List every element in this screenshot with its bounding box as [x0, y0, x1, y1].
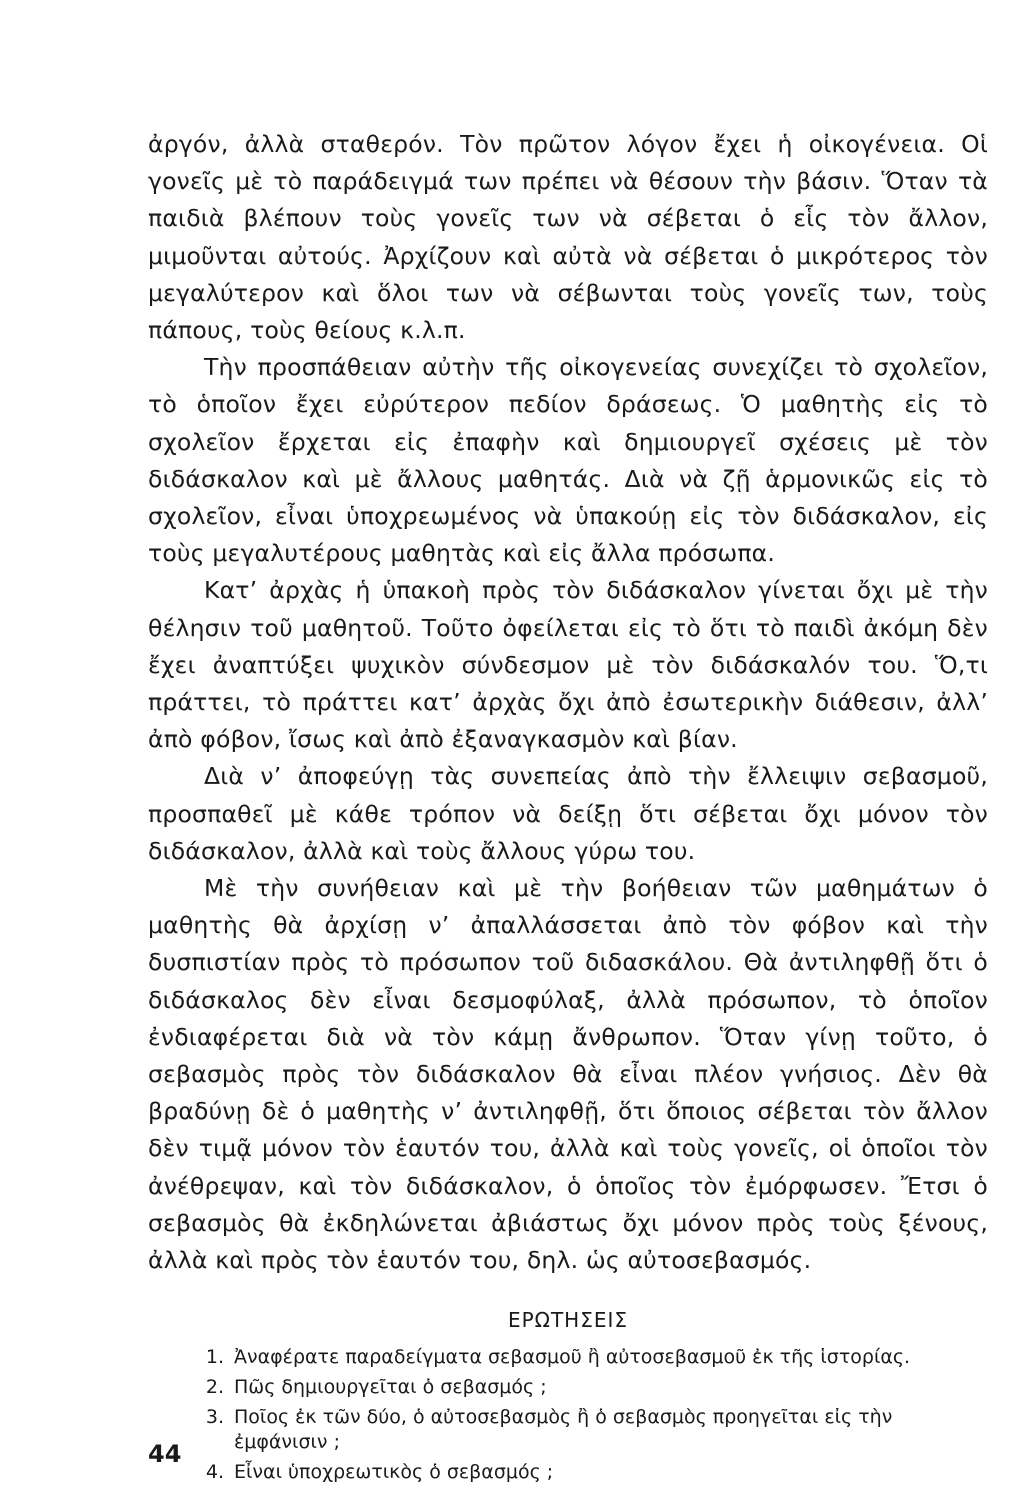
question-item: [148, 1405, 988, 1455]
question-number: 4.: [205, 1461, 224, 1484]
question-text: Ἀναφέρατε παραδείγματα σεβασμοῦ ἢ αὐτοσεβασμοῦ ἐκ τῆς ἱστορίας.: [234, 1346, 911, 1369]
question-item: [148, 1345, 988, 1370]
page-number: 44: [148, 1440, 182, 1468]
question-number: 1.: [205, 1346, 224, 1369]
paragraph-5: Μὲ τὴν συνήθειαν καὶ μὲ τὴν βοήθειαν τῶν μαθημάτων ὁ μαθητὴς θὰ ἀρχίσῃ ν’ ἀπαλλάσσεται ἀπὸ τὸν φόβον καὶ τὴν δυσπιστίαν πρὸς τὸ πρόσωπον τοῦ διδασκάλου. Θὰ ἀντιληφθῇ ὅτι ὁ διδάσκαλος δὲν εἶναι δεσμοφύλαξ, ἀλλὰ πρόσωπον, τὸ ὁποῖον ἐνδιαφέρεται διὰ νὰ τὸν κάμῃ ἄνθρωπον. Ὅταν γίνῃ τοῦτο, ὁ σεβασμὸς πρὸς τὸν διδάσκαλον θὰ εἶναι πλέον γνήσιος. Δὲν θὰ βραδύνῃ δὲ ὁ μαθητὴς ν’ ἀντιληφθῇ, ὅτι ὅποιος σέβεται τὸν ἄλλον δὲν τιμᾷ μόνον τὸν ἑαυτόν του, ἀλλὰ καὶ τοὺς γονεῖς, οἱ ὁποῖοι τὸν ἀνέθρεψαν, καὶ τὸν διδάσκαλον, ὁ ὁποῖος τὸν ἐμόρφωσεν. Ἔτσι ὁ σεβασμὸς θὰ ἐκδηλώνεται ἀβιάστως ὄχι μόνον πρὸς τοὺς ξένους, ἀλλὰ καὶ πρὸς τὸν ἑαυτόν του, δηλ. ὡς αὐτοσεβασμός.: [148, 874, 988, 1275]
questions-heading: ΕΡΩΤΗΣΕΙΣ: [507, 1308, 629, 1333]
paragraph-3: Κατ’ ἀρχὰς ἡ ὑπακοὴ πρὸς τὸν διδάσκαλον γίνεται ὄχι μὲ τὴν θέλησιν τοῦ μαθητοῦ. Τοῦτο ὀφείλεται εἰς τὸ ὅτι τὸ παιδὶ ἀκόμη δὲν ἔχει ἀναπτύξει ψυχικὸν σύνδεσμον μὲ τὸν διδάσκαλόν του. Ὅ,τι πράττει, τὸ πράττει κατ’ ἀρχὰς ὄχι ἀπὸ ἐσωτερικὴν διάθεσιν, ἀλλ’ ἀπὸ φόβον, ἴσως καὶ ἀπὸ ἐξαναγκασμὸν καὶ βίαν.: [148, 576, 988, 754]
page-body: [148, 126, 988, 1490]
question-text: Εἶναι ὑποχρεωτικὸς ὁ σεβασμός ;: [234, 1461, 554, 1484]
paragraph-2: Τὴν προσπάθειαν αὐτὴν τῆς οἰκογενείας συνεχίζει τὸ σχολεῖον, τὸ ὁποῖον ἔχει εὐρύτερον πεδίον δράσεως. Ὁ μαθητὴς εἰς τὸ σχολεῖον ἔρχεται εἰς ἐπαφὴν καὶ δημιουργεῖ σχέσεις μὲ τὸν διδάσκαλον καὶ μὲ ἄλλους μαθητάς. Διὰ νὰ ζῇ ἁρμονικῶς εἰς τὸ σχολεῖον, εἶναι ὑποχρεωμένος νὰ ὑπακούῃ εἰς τὸν διδάσκαλον, εἰς τοὺς μεγαλυτέρους μαθητὰς καὶ εἰς ἄλλα πρόσωπα.: [148, 353, 988, 568]
question-number: 2.: [205, 1376, 224, 1399]
question-item: [148, 1375, 988, 1400]
question-text: Ποῖος ἐκ τῶν δύο, ὁ αὐτοσεβασμὸς ἢ ὁ σεβασμὸς προηγεῖται εἰς τὴν ἐμφάνισιν ;: [234, 1406, 893, 1454]
question-number: 3.: [205, 1406, 224, 1429]
paragraph-4: Διὰ ν’ ἀποφεύγῃ τὰς συνεπείας ἀπὸ τὴν ἔλλειψιν σεβασμοῦ, προσπαθεῖ μὲ κάθε τρόπον νὰ δείξῃ ὅτι σέβεται ὄχι μόνον τὸν διδάσκαλον, ἀλλὰ καὶ τοὺς ἄλλους γύρω του.: [148, 762, 988, 865]
question-text: Πῶς δημιουργεῖται ὁ σεβασμός ;: [234, 1376, 547, 1399]
paragraph-1: ἀργόν, ἀλλὰ σταθερόν. Τὸν πρῶτον λόγον ἔχει ἡ οἰκογένεια. Οἱ γονεῖς μὲ τὸ παράδειγμά των πρέπει νὰ θέσουν τὴν βάσιν. Ὅταν τὰ παιδιὰ βλέπουν τοὺς γονεῖς των νὰ σέβεται ὁ εἷς τὸν ἄλλον, μιμοῦνται αὐτούς. Ἀρχίζουν καὶ αὐτὰ νὰ σέβεται ὁ μικρότερος τὸν μεγαλύτερον καὶ ὅλοι των νὰ σέβωνται τοὺς γονεῖς των, τοὺς πάπους, τοὺς θείους κ.λ.π.: [148, 130, 988, 345]
questions-list: [148, 1345, 988, 1485]
question-item: [148, 1460, 988, 1485]
